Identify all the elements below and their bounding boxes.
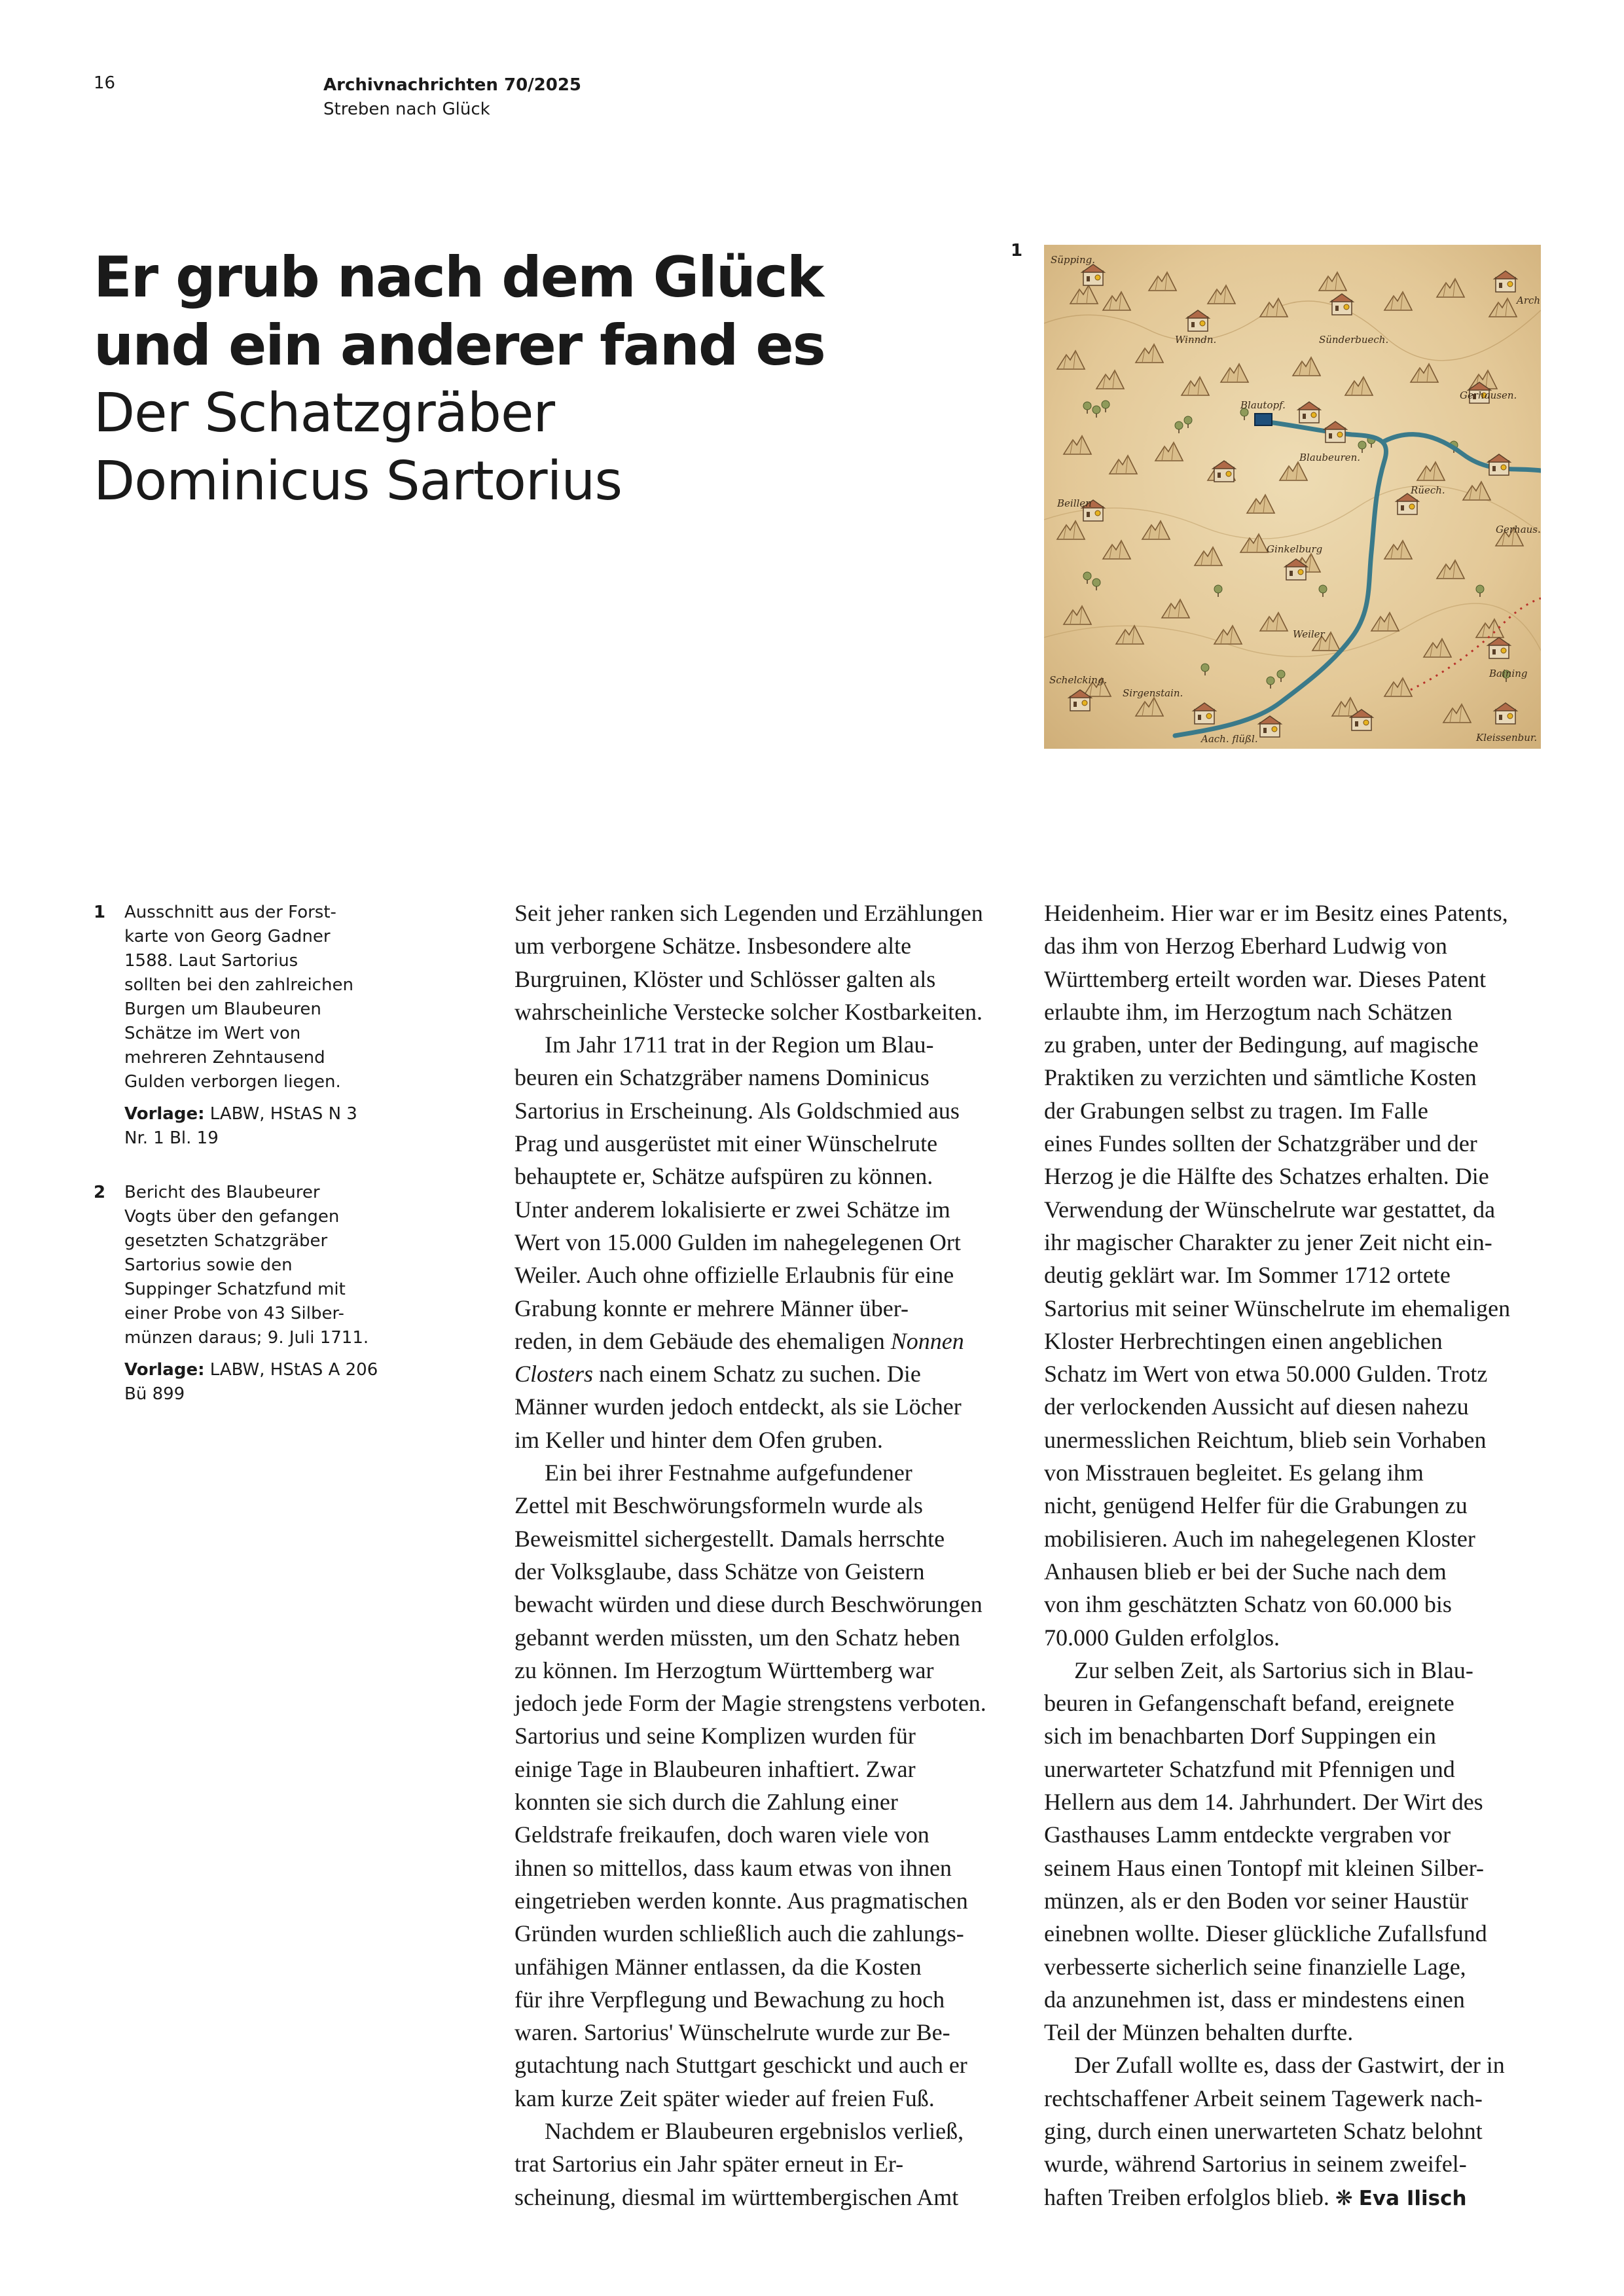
article-line	[1044, 1193, 1547, 1226]
caption-1-line: Schätze im Wert von	[124, 1024, 301, 1043]
map-label-ginkelburg: Ginkelburg	[1267, 543, 1323, 555]
article-line-text: Wert von 15.000 Gulden im nahegelegenen Ort	[514, 1229, 961, 1255]
article-line	[1044, 1390, 1547, 1423]
article-line	[514, 1193, 1017, 1226]
article-line	[514, 2181, 1017, 2214]
article-line-text: unermesslichen Reichtum, blieb sein Vorhaben	[1044, 1426, 1487, 1453]
article-line-text: Unter anderem lokalisierte er zwei Schätze im	[514, 1196, 950, 1223]
page-number: 16	[94, 73, 116, 93]
article-line-text: Gründen wurden schließlich auch die zahlungs-	[514, 1920, 964, 1947]
article-line-text: nicht, genügend Helfer für die Grabungen zu	[1044, 1492, 1468, 1519]
article-line-text: verbesserte sicherlich seine finanzielle Lage,	[1044, 1953, 1466, 1980]
article-column-2	[1044, 897, 1547, 2215]
article-line	[514, 1621, 1017, 1654]
article-line	[514, 1522, 1017, 1555]
article-title-line-1: Er grub nach dem Glück	[94, 245, 823, 310]
author-name: Eva Ilisch	[1358, 2186, 1467, 2210]
article-line	[1044, 1588, 1547, 1621]
article-line-text: münzen, als er den Boden vor seiner Haustür	[1044, 1887, 1468, 1914]
caption-2-line: Suppinger Schatzfund mit	[124, 1280, 346, 1299]
article-line-text: Württemberg erteilt worden war. Dieses Patent	[1044, 965, 1487, 992]
article-line-text: einige Tage in Blaubeuren inhaftiert. Zwar	[514, 1755, 916, 1782]
article-line	[1044, 1654, 1547, 1687]
article-line-text: im Keller und hinter dem Ofen gruben.	[514, 1426, 883, 1453]
author-mark-icon: ❋	[1335, 2185, 1353, 2210]
article-line-text: beuren ein Schatzgräber namens Dominicus	[514, 1064, 929, 1091]
figure-number: 1	[1011, 241, 1023, 260]
map-label-beillen: Beillen	[1057, 497, 1092, 509]
map-label-weiler: Weiler	[1293, 628, 1325, 640]
article-line	[514, 1489, 1017, 1522]
article-line-text: erlaubte ihm, im Herzogtum nach Schätzen	[1044, 998, 1453, 1025]
headline	[94, 243, 945, 516]
map-label-blaubeuren: Blaubeuren.	[1299, 452, 1361, 463]
article-line	[1044, 1424, 1547, 1456]
article-line-text: reden, in dem Gebäude des ehemaligen	[514, 1327, 891, 1354]
journal-title: Archivnachrichten 70/2025	[323, 75, 582, 95]
article-line-text: Weiler. Auch ohne offizielle Erlaubnis für eine	[514, 1262, 954, 1289]
article-line	[1044, 2147, 1547, 2180]
article-line	[514, 2147, 1017, 2180]
map-label-blautopf: Blautopf.	[1240, 399, 1286, 411]
article-line	[514, 1390, 1017, 1423]
article-line	[514, 1259, 1017, 1291]
article-line	[1044, 1292, 1547, 1325]
article-line	[514, 1292, 1017, 1325]
caption-2-line: gesetzten Schatzgräber	[124, 1231, 328, 1251]
article-line	[1044, 1753, 1547, 1785]
map-label-baining: Baining	[1489, 668, 1528, 679]
article-line	[514, 897, 1017, 929]
article-line-text: Herzog je die Hälfte des Schatzes erhalten. Die	[1044, 1163, 1489, 1190]
article-line-text: scheinung, diesmal im württembergischen Amt	[514, 2183, 959, 2210]
section-title: Streben nach Glück	[323, 99, 490, 119]
article-line-text: Nachdem er Blaubeuren ergebnislos verließ,	[545, 2117, 964, 2144]
caption-2-line: Sartorius sowie den	[124, 1255, 293, 1275]
article-line	[1044, 1950, 1547, 1983]
caption-1-credit-line: Nr. 1 Bl. 19	[124, 1128, 219, 1148]
article-line	[514, 1884, 1017, 1917]
map-label-gerhausen-right: Gerhaus.	[1496, 524, 1541, 535]
article-line-text: einebnen wollte. Dieser glückliche Zufallsfund	[1044, 1920, 1487, 1947]
article-subtitle-line-2: Dominicus Sartorius	[94, 450, 623, 512]
article-line-text: Sartorius mit seiner Wünschelrute im ehemaligen	[1044, 1295, 1511, 1321]
article-line	[1044, 2115, 1547, 2147]
article-line-text: von ihm geschätzten Schatz von 60.000 bis	[1044, 1591, 1452, 1618]
article-line	[514, 1555, 1017, 1588]
article-line-text: Sartorius und seine Komplizen wurden für	[514, 1723, 916, 1749]
article-line-text: der Volksglaube, dass Schätze von Geistern	[514, 1558, 925, 1585]
article-line	[514, 929, 1017, 962]
article-line-text: gutachtung nach Stuttgart geschickt und auch er	[514, 2052, 967, 2079]
running-head	[323, 73, 581, 122]
article-line	[514, 1424, 1017, 1456]
caption-1	[94, 901, 382, 1151]
map-label-ruech: Rüech.	[1411, 484, 1445, 496]
article-line	[1044, 1489, 1547, 1522]
map-label-sirgenstain: Sirgenstain.	[1123, 687, 1183, 699]
article-line	[1044, 1555, 1547, 1588]
article-line-text: Grabung konnte er mehrere Männer über-	[514, 1295, 909, 1321]
article-line-text: trat Sartorius ein Jahr später erneut in Er-	[514, 2151, 904, 2178]
article-line-text: Geldstrafe freikaufen, doch waren viele von	[514, 1821, 929, 1848]
article-line	[1044, 1719, 1547, 1752]
article-line	[514, 1160, 1017, 1193]
article-line-text: der Grabungen selbst zu tragen. Im Falle	[1044, 1097, 1428, 1124]
article-line-text: ging, durch einen unerwarteten Schatz belohnt	[1044, 2117, 1483, 2144]
article-line-text: wurde, während Sartorius in seinem zweifel-	[1044, 2151, 1467, 2178]
article-line	[514, 1028, 1017, 1061]
map-label-klingenstein: Kleissenbur.	[1476, 732, 1538, 744]
article-line-text: bewacht würden und diese durch Beschwörungen	[514, 1591, 983, 1618]
article-line	[1044, 929, 1547, 962]
article-line	[514, 2115, 1017, 2147]
article-line-text: sich im benachbarten Dorf Suppingen ein	[1044, 1723, 1436, 1749]
caption-1-line: 1588. Laut Sartorius	[124, 951, 298, 971]
article-line	[514, 996, 1017, 1028]
caption-1-line: Gulden verborgen liegen.	[124, 1072, 341, 1092]
article-line	[514, 1456, 1017, 1489]
article-line	[1044, 897, 1547, 929]
article-line	[514, 2049, 1017, 2081]
article-line-text: Schatz im Wert von etwa 50.000 Gulden. Trotz	[1044, 1361, 1488, 1388]
caption-2-line: einer Probe von 43 Silber-	[124, 1304, 344, 1323]
caption-2-credit-line: Bü 899	[124, 1384, 185, 1404]
caption-1-line: mehreren Zehntausend	[124, 1048, 325, 1067]
caption-1-line: karte von Georg Gadner	[124, 927, 331, 946]
article-line	[514, 1687, 1017, 1719]
caption-1-line: Burgen um Blaubeuren	[124, 999, 321, 1019]
article-line-text: Hellern aus dem 14. Jahrhundert. Der Wirt des	[1044, 1789, 1483, 1816]
article-line-text: da anzunehmen ist, dass er mindestens einen	[1044, 1986, 1465, 2013]
article-line	[514, 1785, 1017, 1818]
article-line-text: Kloster Herbrechtingen einen angeblichen	[1044, 1327, 1443, 1354]
article-line-text: zu graben, unter der Bedingung, auf magische	[1044, 1031, 1479, 1058]
article-line	[1044, 2082, 1547, 2115]
article-line	[1044, 1028, 1547, 1061]
figure-captions	[94, 901, 382, 1437]
article-line	[1044, 1917, 1547, 1950]
article-subtitle-line-1: Der Schatzgräber	[94, 382, 555, 444]
caption-1-line: sollten bei den zahlreichen	[124, 975, 353, 995]
article-line-text: beuren in Gefangenschaft befand, ereignete	[1044, 1690, 1454, 1717]
article-line	[1044, 1983, 1547, 2016]
article-line-text: unfähigen Männer entlassen, da die Kosten	[514, 1953, 922, 1980]
article-line	[514, 1094, 1017, 1127]
article-line	[1044, 1061, 1547, 1094]
article-line-text: Sartorius in Erscheinung. Als Goldschmied aus	[514, 1097, 960, 1124]
article-line	[514, 963, 1017, 996]
article-line-text: ihnen so mittellos, dass kaum etwas von ihnen	[514, 1854, 952, 1881]
article-line-text: Burgruinen, Klöster und Schlösser galten als	[514, 965, 936, 992]
article-line-text: Verwendung der Wünschelrute war gestattet, da	[1044, 1196, 1496, 1223]
article-line	[514, 1654, 1017, 1687]
article-line-text: Zettel mit Beschwörungsformeln wurde als	[514, 1492, 923, 1519]
article-line	[1044, 1226, 1547, 1259]
caption-1-credit-label: Vorlage:	[124, 1104, 205, 1124]
article-line	[514, 1357, 1017, 1390]
article-line-text: Beweismittel sichergestellt. Damals herrschte	[514, 1525, 945, 1552]
article-line-text: ihr magischer Charakter zu jener Zeit nicht ein-	[1044, 1229, 1492, 1255]
article-column-1	[514, 897, 1017, 2214]
article-line-text: Anhausen blieb er bei der Suche nach dem	[1044, 1558, 1447, 1585]
article-line-emphasis: Nonnen	[890, 1327, 964, 1354]
article-line	[1044, 1325, 1547, 1357]
article-line-emphasis: Closters	[514, 1361, 594, 1388]
caption-2-number: 2	[94, 1183, 106, 1202]
article-line-text: das ihm von Herzog Eberhard Ludwig von	[1044, 933, 1447, 960]
article-line-text: gebannt werden müssten, um den Schatz heben	[514, 1624, 960, 1651]
caption-2-credit-label: Vorlage:	[124, 1360, 205, 1380]
caption-2-line: Vogts über den gefangen	[124, 1207, 340, 1227]
article-line-text: um verborgene Schätze. Insbesondere alte	[514, 933, 912, 960]
article-line	[514, 1325, 1017, 1357]
article-line	[1044, 1818, 1547, 1851]
article-line	[1044, 1160, 1547, 1193]
article-line-text: deutig geklärt war. Im Sommer 1712 ortete	[1044, 1262, 1451, 1289]
caption-1-credit	[124, 1102, 382, 1151]
article-line-text: Der Zufall wollte es, dass der Gastwirt, der in	[1074, 2052, 1505, 2079]
article-line	[1044, 1127, 1547, 1160]
article-line	[1044, 1621, 1547, 1654]
caption-2	[94, 1181, 382, 1407]
article-line	[514, 2082, 1017, 2115]
article-line-text: der verlockenden Aussicht auf diesen nahezu	[1044, 1393, 1469, 1420]
article-line-text: eines Fundes sollten der Schatzgräber und der	[1044, 1130, 1477, 1157]
article-line-text: wahrscheinliche Verstecke solcher Kostbarkeiten.	[514, 998, 983, 1025]
article-line	[514, 1818, 1017, 1851]
article-line	[1044, 1852, 1547, 1884]
article-line	[1044, 996, 1547, 1028]
article-line-text: Männer wurden jedoch entdeckt, als sie Löcher	[514, 1393, 962, 1420]
map-label-gerhausen: Gerhausen.	[1460, 389, 1517, 401]
article-line-text: 70.000 Gulden erfolglos.	[1044, 1624, 1280, 1651]
article-line-text: rechtschaffener Arbeit seinem Tagewerk nach-	[1044, 2085, 1483, 2111]
article-line	[514, 1983, 1017, 2016]
article-line-text: Ein bei ihrer Festnahme aufgefundener	[545, 1460, 912, 1486]
article-line	[1044, 1259, 1547, 1291]
article-line-text: Prag und ausgerüstet mit einer Wünschelrute	[514, 1130, 938, 1157]
article-line	[514, 1917, 1017, 1950]
map-label-schelcking: Schelcking.	[1049, 674, 1108, 686]
caption-2-credit	[124, 1358, 382, 1407]
article-line	[514, 1127, 1017, 1160]
map-label-supping: Süpping.	[1051, 254, 1095, 266]
article-line-text: waren. Sartorius' Wünschelrute wurde zur Be-	[514, 2019, 950, 2046]
map-label-arch: Arch	[1517, 295, 1541, 306]
article-line-text: Gasthauses Lamm entdeckte vergraben vor	[1044, 1821, 1451, 1848]
article-line-text: Seit jeher ranken sich Legenden und Erzählungen	[514, 900, 983, 926]
article-line-text: haften Treiben erfolglos blieb.	[1044, 2183, 1335, 2210]
article-line-text: von Misstrauen begleitet. Es gelang ihm	[1044, 1460, 1424, 1486]
article-line	[1044, 2049, 1547, 2081]
article-line	[1044, 1884, 1547, 1917]
article-line-text: mobilisieren. Auch im nahegelegenen Kloster	[1044, 1525, 1475, 1552]
article-line-text: Teil der Münzen behalten durfte.	[1044, 2019, 1354, 2046]
article-line-text: unerwarteter Schatzfund mit Pfennigen und	[1044, 1755, 1455, 1782]
map-label-winnda: Winndn.	[1175, 334, 1217, 346]
caption-1-number: 1	[94, 903, 106, 922]
caption-1-credit-line: LABW, HStAS N 3	[204, 1104, 357, 1124]
article-line-text: für ihre Verpflegung und Bewachung zu hoch	[514, 1986, 945, 2013]
article-line-text: Im Jahr 1711 trat in der Region um Blau-	[545, 1031, 934, 1058]
article-line-text: seinem Haus einen Tontopf mit kleinen Silber-	[1044, 1854, 1484, 1881]
article-line-text: nach einem Schatz zu suchen. Die	[593, 1361, 921, 1388]
article-line-text: behauptete er, Schätze aufspüren zu können.	[514, 1163, 933, 1190]
article-line	[1044, 1456, 1547, 1489]
caption-2-credit-line: LABW, HStAS A 206	[204, 1360, 378, 1380]
article-line-text: konnten sie sich durch die Zahlung einer	[514, 1789, 898, 1816]
article-line	[1044, 1522, 1547, 1555]
article-line	[514, 1719, 1017, 1752]
article-line-text: eingetrieben werden konnte. Aus pragmatischen	[514, 1887, 968, 1914]
article-line	[1044, 2181, 1547, 2215]
article-line	[1044, 2016, 1547, 2049]
article-line	[514, 1226, 1017, 1259]
historic-map-image	[1044, 245, 1541, 749]
article-line	[514, 1950, 1017, 1983]
article-line	[514, 1753, 1017, 1785]
article-line-text: Praktiken zu verzichten und sämtliche Kosten	[1044, 1064, 1477, 1091]
article-line	[1044, 1687, 1547, 1719]
article-line	[1044, 1357, 1547, 1390]
article-title-line-2: und ein anderer fand es	[94, 313, 825, 378]
map-label-aach: Aach. flüßl.	[1201, 733, 1258, 745]
article-line	[1044, 1094, 1547, 1127]
caption-1-line: Ausschnitt aus der Forst-	[124, 903, 336, 922]
map-label-sunderbuech: Sünderbuech.	[1319, 334, 1389, 346]
article-line-text: jedoch jede Form der Magie strengstens verboten.	[514, 1690, 986, 1717]
caption-2-line: Bericht des Blaubeurer	[124, 1183, 320, 1202]
article-line	[514, 1061, 1017, 1094]
article-line-text: zu können. Im Herzogtum Württemberg war	[514, 1657, 934, 1683]
article-line-text: kam kurze Zeit später wieder auf freien Fuß.	[514, 2085, 935, 2111]
article-line-text: Zur selben Zeit, als Sartorius sich in Blau-	[1074, 1657, 1473, 1683]
article-line	[514, 1852, 1017, 1884]
article-line	[514, 2016, 1017, 2049]
article-line	[1044, 963, 1547, 996]
article-line	[514, 1588, 1017, 1621]
article-line	[1044, 1785, 1547, 1818]
caption-2-line: münzen daraus; 9. Juli 1711.	[124, 1328, 369, 1348]
article-line-text: Heidenheim. Hier war er im Besitz eines Patents,	[1044, 900, 1508, 926]
